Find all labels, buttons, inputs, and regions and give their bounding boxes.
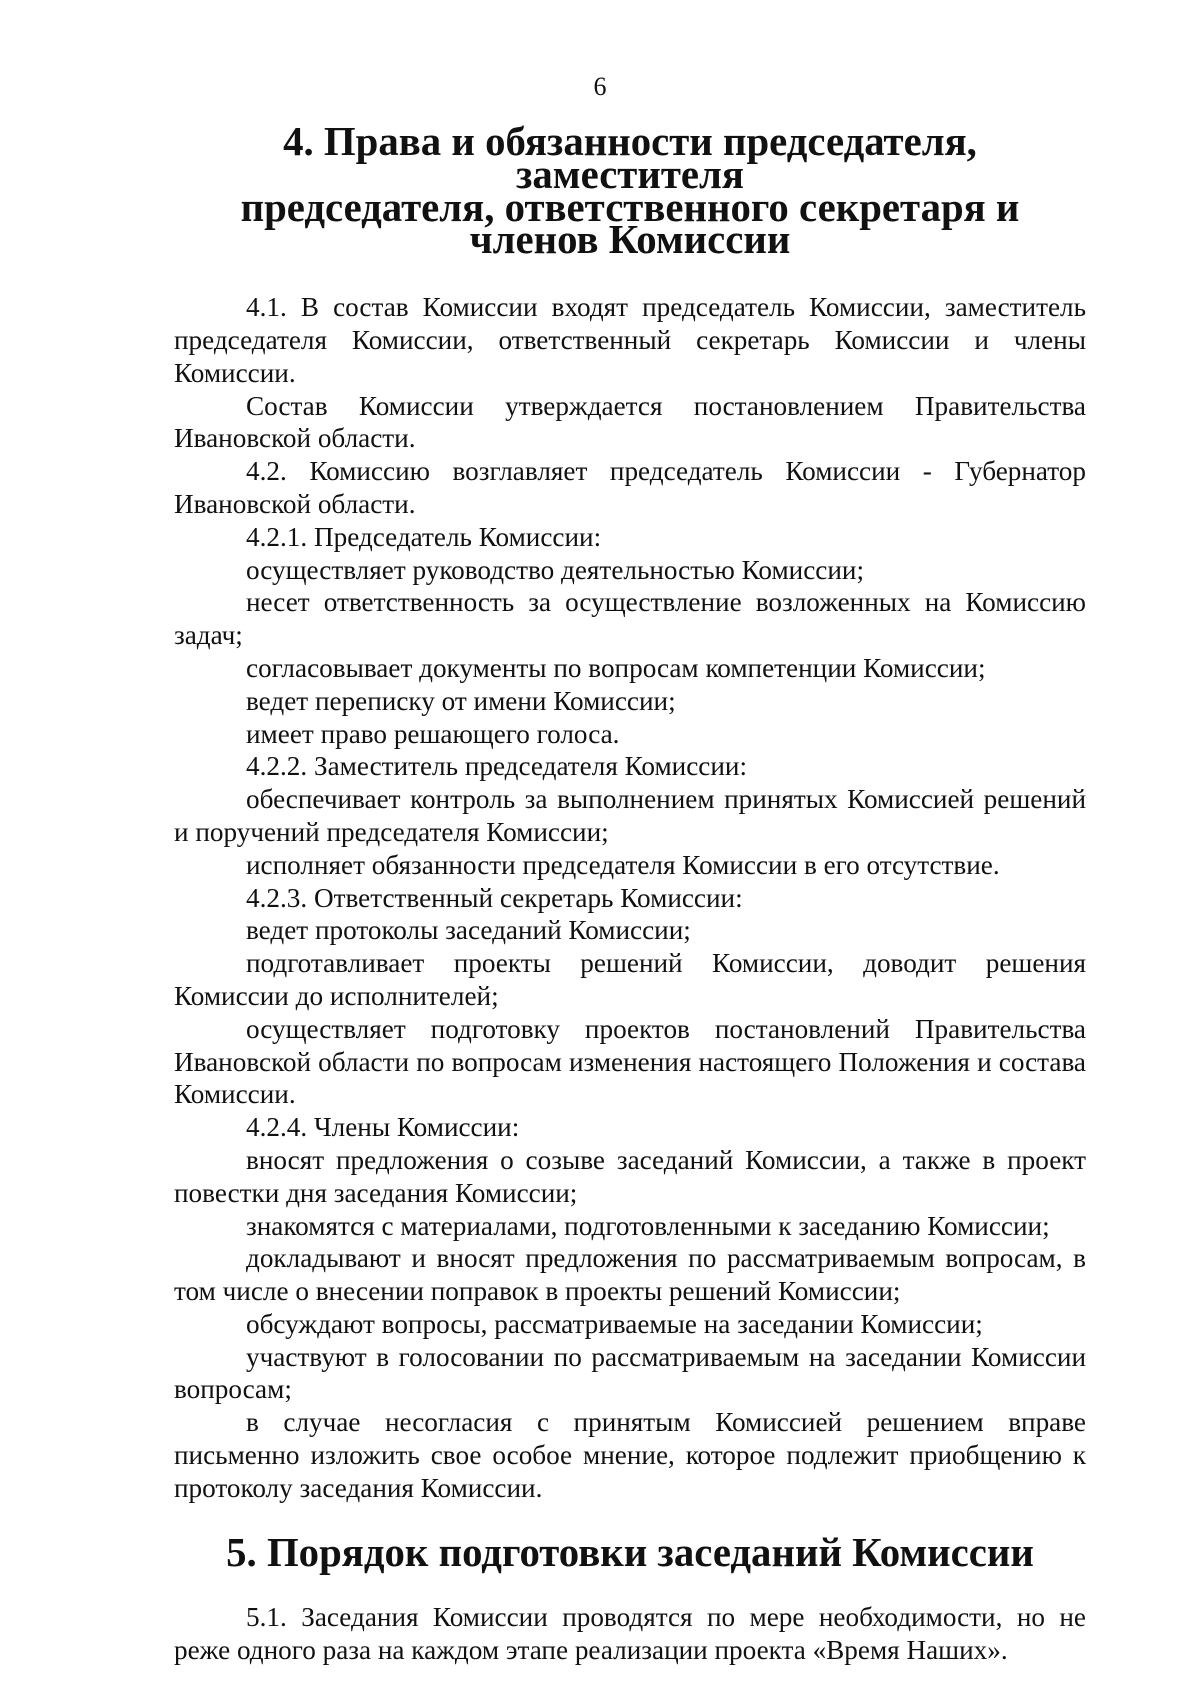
section-4-heading-line-1: 4. Права и обязанности председателя, заместителя [283,119,977,197]
list-item: в случае несогласия с принятым Комиссией решением вправе письменно изложить свое особое мнение, которое подлежит приобщению к протоколу заседания Комиссии. [174,1407,1086,1503]
paragraph-5-1: 5.1. Заседания Комиссии проводятся по мере необходимости, но не реже одного раза на каждом этапе реализации проекта «Время Наших». [174,1602,1086,1666]
section-4-heading-line-2: председателя, ответственного секретаря и членов Комиссии [240,184,1020,263]
list-item: вносят предложения о созыве заседаний Комиссии, а также в проект повестки дня заседания Комиссии; [174,1144,1086,1208]
paragraph-4-1: 4.1. В состав Комиссии входят председатель Комиссии, заместитель председателя Комиссии, ответственный секретарь Комиссии и члены Комиссии. [174,292,1086,388]
list-item: исполняет обязанности председателя Комиссии в его отсутствие. [246,849,1000,880]
paragraph-composition: Состав Комиссии утверждается постановлением Правительства Ивановской области. [174,390,1086,454]
paragraph-4-2-1: 4.2.1. Председатель Комиссии: [246,521,602,552]
document-body [174,119,1086,1667]
paragraph-4-2: 4.2. Комиссию возглавляет председатель Комиссии - Губернатор Ивановской области. [174,456,1086,519]
list-item: несет ответственность за осуществление возложенных на Комиссию задач; [174,587,1086,651]
list-item: знакомятся с материалами, подготовленными к заседанию Комиссии; [246,1210,1050,1241]
section-4-heading [174,119,1086,263]
list-item: имеет право решающего голоса. [246,718,620,749]
list-item: участвуют в голосовании по рассматриваемым на заседании Комиссии вопросам; [174,1341,1086,1405]
list-item: обеспечивает контроль за выполнением принятых Комиссией решений и поручений председателя Комиссии; [174,784,1086,847]
list-item: докладывают и вносят предложения по рассматриваемым вопросам, в том числе о внесении поправок в проекты решений Комиссии; [174,1243,1086,1307]
list-item: подготавливает проекты решений Комиссии, доводит решения Комиссии до исполнителей; [174,948,1086,1011]
list-item: согласовывает документы по вопросам компетенции Комиссии; [246,652,986,683]
paragraph-4-2-4: 4.2.4. Члены Комиссии: [246,1112,520,1143]
list-item: осуществляет руководство деятельностью Комиссии; [246,554,865,585]
paragraph-4-2-3: 4.2.3. Ответственный секретарь Комиссии: [246,882,743,913]
list-item: ведет переписку от имени Комиссии; [246,685,676,716]
list-item: обсуждают вопросы, рассматриваемые на заседании Комиссии; [246,1308,983,1339]
page-number: 6 [593,72,607,101]
section-5-heading: 5. Порядок подготовки заседаний Комиссии [226,1529,1034,1575]
list-item: осуществляет подготовку проектов постановлений Правительства Ивановской области по вопросам изменения настоящего Положения и состава Комиссии. [174,1013,1086,1110]
list-item: ведет протоколы заседаний Комиссии; [246,915,691,946]
paragraph-4-2-2: 4.2.2. Заместитель председателя Комиссии: [246,751,748,782]
